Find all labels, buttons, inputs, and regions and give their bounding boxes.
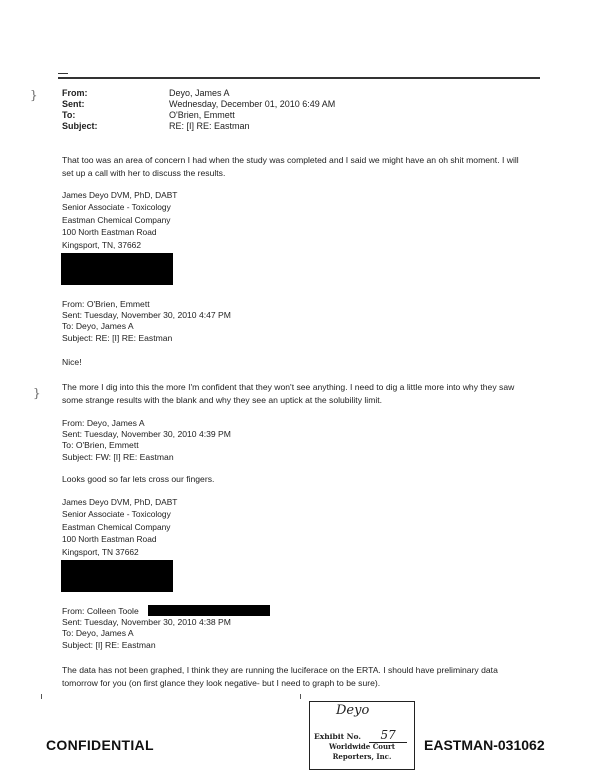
body-line: The more I dig into this the more I'm confident that they won't see anything. I need to dig a little more into why they saw — [62, 382, 515, 392]
exhibit-company-line2: Reporters, Inc. — [332, 752, 392, 761]
signature-city: Kingsport, TN, 37662 — [62, 239, 141, 250]
body-line: some strange results with the blank and why they see an uptick at the solubility limit. — [62, 394, 383, 405]
redaction-box — [61, 560, 173, 592]
exhibit-label: Exhibit No. — [314, 732, 361, 741]
meta-sent: Sent: Tuesday, November 30, 2010 4:39 PM — [62, 429, 231, 440]
meta-to: To: O'Brien, Emmett — [62, 440, 139, 451]
meta-from: From: O'Brien, Emmett — [62, 299, 150, 309]
bates-number: EASTMAN-031062 — [424, 737, 545, 753]
subject-label: Subject: — [62, 121, 98, 131]
signature-company: Eastman Chemical Company — [62, 521, 171, 532]
redaction-box — [148, 605, 270, 616]
meta-sent: Sent: Tuesday, November 30, 2010 4:47 PM — [62, 310, 231, 321]
subject-value: RE: [I] RE: Eastman — [169, 121, 250, 131]
signature-name: James Deyo DVM, PhD, DABT — [62, 497, 178, 507]
margin-bracket-mark: } — [30, 88, 38, 102]
exhibit-number: 57 — [369, 728, 407, 743]
exhibit-number-row — [314, 724, 410, 743]
signature-name: James Deyo DVM, PhD, DABT — [62, 190, 178, 200]
signature-street: 100 North Eastman Road — [62, 227, 157, 238]
meta-to: To: Deyo, James A — [62, 628, 134, 639]
signature-company: Eastman Chemical Company — [62, 214, 171, 225]
stray-mark — [300, 694, 301, 699]
body-line: tomorrow for you (on first glance they look negative- but I need to graph to be sure). — [62, 677, 381, 688]
body-line: The data has not been graphed, I think they are running the luciferace on the ERTA. I should have preliminary data — [62, 665, 498, 675]
signature-block — [62, 189, 177, 251]
header-rule — [58, 77, 540, 79]
message-body — [62, 381, 552, 406]
exhibit-company-line1: Worldwide Court — [329, 742, 395, 751]
from-value: Deyo, James A — [169, 88, 230, 98]
signature-city: Kingsport, TN 37662 — [62, 546, 139, 557]
signature-title: Senior Associate - Toxicology — [62, 202, 171, 213]
signature-block — [62, 496, 177, 558]
meta-subject: Subject: [I] RE: Eastman — [62, 639, 156, 650]
meta-from: From: Deyo, James A — [62, 418, 145, 428]
meta-sent: Sent: Tuesday, November 30, 2010 4:38 PM — [62, 617, 231, 628]
forward-header — [62, 299, 231, 344]
exhibit-handwritten-name: Deyo — [336, 703, 370, 718]
sent-label: Sent: — [62, 99, 85, 109]
meta-subject: Subject: RE: [I] RE: Eastman — [62, 332, 173, 343]
signature-title: Senior Associate - Toxicology — [62, 509, 171, 520]
redaction-box — [61, 253, 173, 285]
meta-from: From: Colleen Toole — [62, 606, 139, 616]
body-line: set up a call with her to discuss the results. — [62, 167, 226, 178]
message-body — [62, 154, 552, 179]
forward-header — [62, 418, 231, 463]
to-value: O'Brien, Emmett — [169, 110, 235, 120]
header-tick — [58, 73, 68, 74]
exhibit-sticker — [309, 701, 415, 770]
stray-mark — [41, 694, 42, 699]
meta-to: To: Deyo, James A — [62, 321, 134, 332]
message-body: Nice! — [62, 357, 82, 367]
meta-subject: Subject: FW: [I] RE: Eastman — [62, 451, 174, 462]
sent-value: Wednesday, December 01, 2010 6:49 AM — [169, 99, 336, 109]
message-body — [62, 664, 552, 689]
signature-street: 100 North Eastman Road — [62, 534, 157, 545]
body-line: That too was an area of concern I had when the study was completed and I said we might have an oh shit moment. I will — [62, 155, 519, 165]
message-body: Looks good so far lets cross our fingers. — [62, 474, 215, 484]
from-label: From: — [62, 88, 88, 98]
margin-bracket-mark: } — [33, 386, 41, 400]
confidential-label: CONFIDENTIAL — [46, 737, 154, 753]
to-label: To: — [62, 110, 76, 120]
